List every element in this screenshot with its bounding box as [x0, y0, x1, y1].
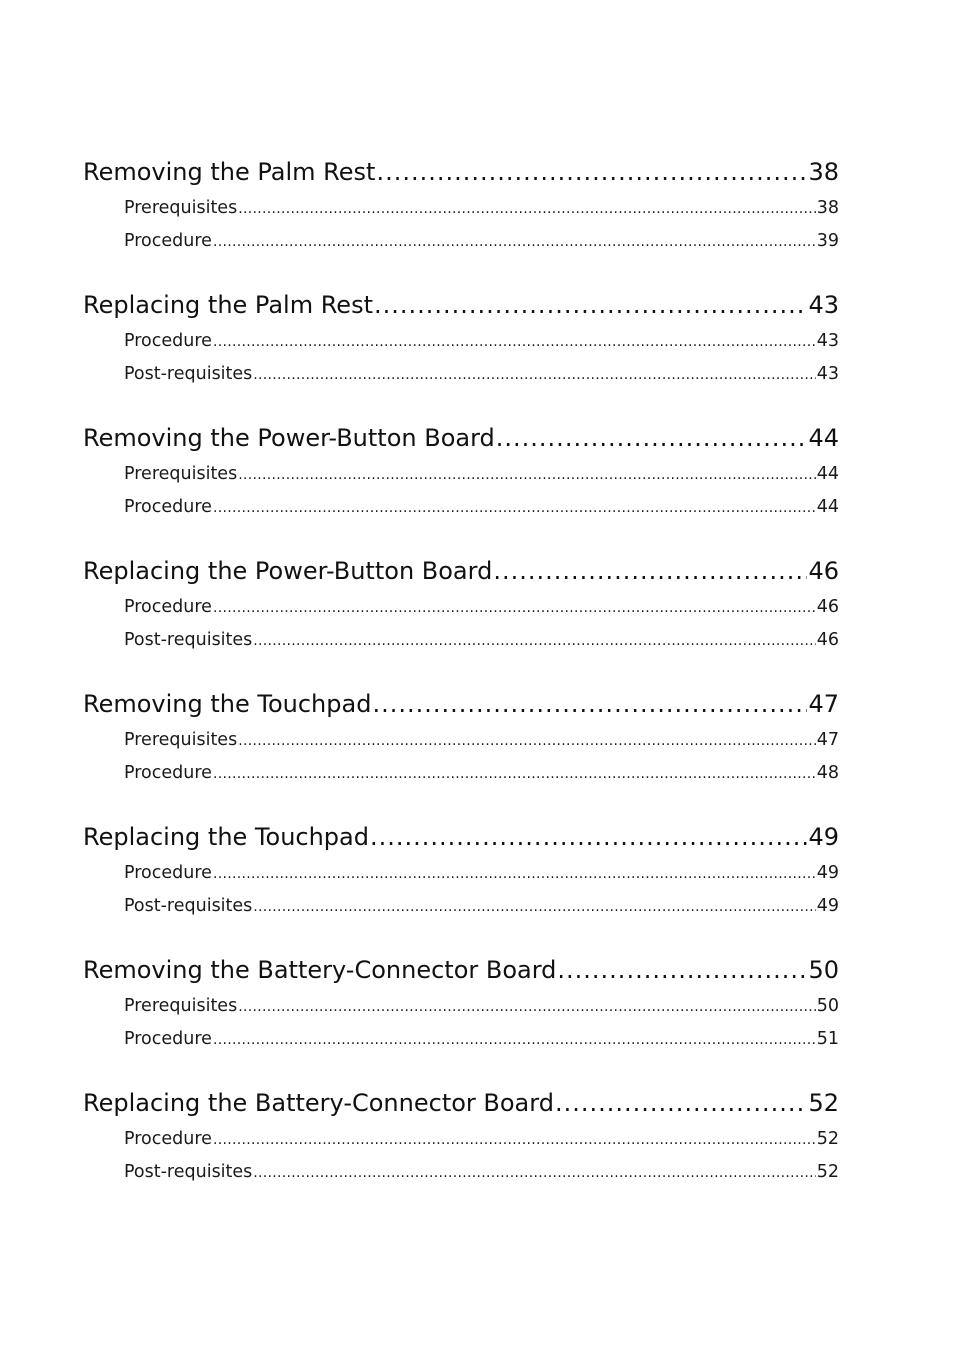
toc-subentry-label: Prerequisites [124, 730, 238, 750]
dot-leader [213, 1024, 816, 1056]
toc-subentry-page: 51 [816, 1029, 839, 1049]
toc-heading-page: 38 [808, 158, 839, 186]
toc-subentry-page: 49 [816, 896, 839, 916]
table-of-contents [83, 152, 839, 1216]
toc-subentry[interactable] [83, 990, 839, 1023]
toc-subentry-label: Procedure [124, 597, 212, 617]
toc-heading-page: 46 [808, 557, 839, 585]
dot-leader [374, 285, 807, 325]
toc-subentry-label: Procedure [124, 331, 212, 351]
toc-subentry-page: 44 [816, 497, 839, 517]
toc-heading-title: Replacing the Power-Button Board [83, 557, 493, 585]
toc-subentry-page: 39 [816, 231, 839, 251]
toc-section [83, 285, 839, 391]
toc-section [83, 684, 839, 790]
toc-heading-title: Replacing the Touchpad [83, 823, 369, 851]
dot-leader [238, 193, 816, 225]
toc-heading-title: Removing the Battery-Connector Board [83, 956, 557, 984]
toc-heading-title: Replacing the Palm Rest [83, 291, 373, 319]
toc-subentry-page: 43 [816, 331, 839, 351]
toc-subentry[interactable] [83, 358, 839, 391]
toc-subentry-label: Procedure [124, 863, 212, 883]
dot-leader [238, 459, 816, 491]
toc-subentry[interactable] [83, 458, 839, 491]
toc-heading-page: 49 [808, 823, 839, 851]
toc-subentry-label: Procedure [124, 1129, 212, 1149]
toc-heading-title: Removing the Touchpad [83, 690, 372, 718]
toc-subentry-page: 52 [816, 1162, 839, 1182]
toc-heading-page: 47 [808, 690, 839, 718]
dot-leader [555, 1083, 808, 1123]
dot-leader [213, 492, 816, 524]
toc-subentry-label: Procedure [124, 231, 212, 251]
toc-subentry[interactable] [83, 757, 839, 790]
toc-subentry[interactable] [83, 1023, 839, 1056]
toc-heading-page: 50 [808, 956, 839, 984]
toc-subentry[interactable] [83, 857, 839, 890]
toc-section [83, 817, 839, 923]
toc-subentry-page: 46 [816, 597, 839, 617]
toc-heading[interactable] [83, 418, 839, 458]
toc-subentry-page: 47 [816, 730, 839, 750]
dot-leader [496, 418, 808, 458]
toc-subentry[interactable] [83, 1123, 839, 1156]
toc-subentry[interactable] [83, 624, 839, 657]
dot-leader [213, 326, 816, 358]
dot-leader [238, 725, 816, 757]
toc-subentry-label: Post-requisites [124, 630, 253, 650]
toc-subentry-page: 48 [816, 763, 839, 783]
toc-heading-title: Removing the Power-Button Board [83, 424, 495, 452]
dot-leader [213, 226, 816, 258]
toc-subentry-page: 38 [816, 198, 839, 218]
toc-section [83, 152, 839, 258]
toc-subentry-page: 49 [816, 863, 839, 883]
toc-heading[interactable] [83, 285, 839, 325]
dot-leader [370, 817, 807, 857]
toc-subentry-label: Prerequisites [124, 198, 238, 218]
dot-leader [213, 858, 816, 890]
dot-leader [253, 625, 815, 657]
dot-leader [238, 991, 816, 1023]
toc-section [83, 551, 839, 657]
dot-leader [213, 592, 816, 624]
toc-heading-page: 52 [808, 1089, 839, 1117]
dot-leader [376, 152, 807, 192]
toc-subentry[interactable] [83, 192, 839, 225]
toc-section [83, 1083, 839, 1189]
dot-leader [493, 551, 807, 591]
toc-subentry[interactable] [83, 591, 839, 624]
toc-heading[interactable] [83, 950, 839, 990]
toc-heading-page: 43 [808, 291, 839, 319]
toc-subentry-label: Post-requisites [124, 896, 253, 916]
toc-heading-page: 44 [808, 424, 839, 452]
dot-leader [253, 1157, 815, 1189]
toc-subentry[interactable] [83, 724, 839, 757]
toc-subentry-page: 46 [816, 630, 839, 650]
toc-subentry-label: Post-requisites [124, 364, 253, 384]
toc-heading[interactable] [83, 684, 839, 724]
toc-subentry-page: 52 [816, 1129, 839, 1149]
toc-heading[interactable] [83, 817, 839, 857]
toc-subentry-label: Post-requisites [124, 1162, 253, 1182]
toc-heading-title: Replacing the Battery-Connector Board [83, 1089, 554, 1117]
toc-subentry-page: 50 [816, 996, 839, 1016]
toc-heading[interactable] [83, 551, 839, 591]
toc-subentry[interactable] [83, 890, 839, 923]
toc-section [83, 950, 839, 1056]
toc-heading-title: Removing the Palm Rest [83, 158, 376, 186]
toc-subentry-label: Procedure [124, 763, 212, 783]
toc-section [83, 418, 839, 524]
dot-leader [372, 684, 807, 724]
toc-subentry[interactable] [83, 225, 839, 258]
toc-subentry[interactable] [83, 325, 839, 358]
toc-subentry-label: Procedure [124, 497, 212, 517]
dot-leader [253, 891, 815, 923]
toc-subentry-label: Prerequisites [124, 996, 238, 1016]
toc-subentry-label: Procedure [124, 1029, 212, 1049]
toc-subentry-page: 43 [816, 364, 839, 384]
toc-subentry[interactable] [83, 491, 839, 524]
toc-heading[interactable] [83, 1083, 839, 1123]
toc-subentry-page: 44 [816, 464, 839, 484]
toc-heading[interactable] [83, 152, 839, 192]
dot-leader [213, 1124, 816, 1156]
dot-leader [253, 359, 815, 391]
dot-leader [213, 758, 816, 790]
dot-leader [557, 950, 807, 990]
toc-subentry-label: Prerequisites [124, 464, 238, 484]
toc-subentry[interactable] [83, 1156, 839, 1189]
